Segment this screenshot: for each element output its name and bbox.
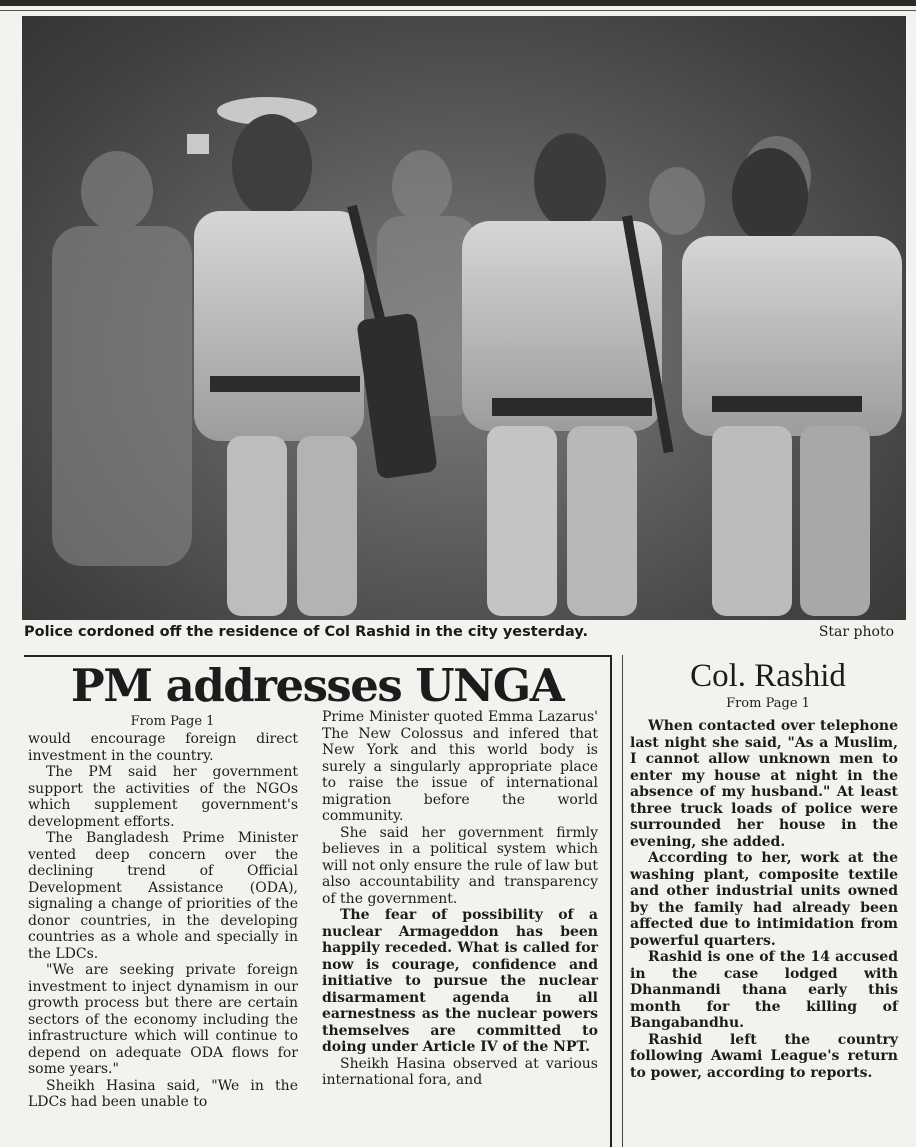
top-rule-thin (0, 10, 916, 11)
caption-text: Police cordoned off the residence of Col Rashid in the city yesterday. (24, 624, 589, 640)
paragraph: Sheikh Hasina observed at various international fora, and (322, 1055, 598, 1088)
paragraph: Rashid is one of the 14 accused in the case lodged with Dhanmandi thana early this month for the killing of Bangabandhu. (630, 949, 898, 1031)
paragraph: The fear of possibility of a nuclear Armageddon has been happily receded. What is called for now is courage, confidence and initiative to pursue the nuclear disarmament agenda in all earnestness as the nuclear powers themselves are committed to doing under Article IV of the NPT. (322, 907, 598, 1055)
photo-illustration (22, 16, 906, 620)
photo-credit: Star photo (818, 624, 894, 640)
paragraph: The Bangladesh Prime Minister vented deep concern over the declining trend of Official Development Assistance (ODA), signaling a change of priorities of the donor countries, in the developing countries as a whole and specially in the LDCs. (28, 830, 298, 962)
story2-from-page: From Page 1 (726, 696, 810, 711)
paragraph: According to her, work at the washing plant, composite textile and other industrial units owned by the family had already been affected due to intimidation from powerful quarters. (630, 850, 898, 949)
top-rule (0, 0, 916, 6)
column-divider (610, 655, 612, 1147)
paragraph: Sheikh Hasina said, "We in the LDCs had been unable to (28, 1077, 298, 1110)
story-top-rule (24, 655, 610, 657)
paragraph: The PM said her government support the activities of the NGOs which supplement government's development efforts. (28, 764, 298, 830)
paragraph: She said her government firmly believes in a political system which will not only ensure the rule of law but also accountability and transparency of the government. (322, 824, 598, 907)
column-divider-thin (622, 655, 623, 1147)
headline-col-rashid: Col. Rashid (690, 658, 846, 694)
paragraph: would encourage foreign direct investment in the country. (28, 731, 298, 764)
story1-column-1 (28, 731, 298, 1111)
paragraph: "We are seeking private foreign investment to inject dynamism in our growth process but there are certain sectors of the economy including the infrastructure which will continue to depend on adequate ODA flows for some years." (28, 962, 298, 1077)
paragraph: Prime Minister quoted Emma Lazarus' The New Colossus and infered that New York and this world body is surely a singularly appropriate place to raise the issue of international migration before the world community. (322, 709, 598, 824)
paragraph: Rashid left the country following Awami League's return to power, according to reports. (630, 1031, 898, 1081)
story2-column (630, 718, 898, 1081)
story1-from-page: From Page 1 (130, 714, 215, 729)
paragraph: When contacted over telephone last night she said, "As a Muslim, I cannot allow unknown men to enter my house at night in the absence of my husband." At least three truck loads of police were surrounded her house in the evening, she added. (630, 718, 898, 850)
story1-column-2 (322, 709, 598, 1089)
headline-pm-addresses-unga: PM addresses UNGA (70, 659, 564, 712)
photo-caption (24, 624, 904, 648)
news-photo (22, 16, 906, 620)
